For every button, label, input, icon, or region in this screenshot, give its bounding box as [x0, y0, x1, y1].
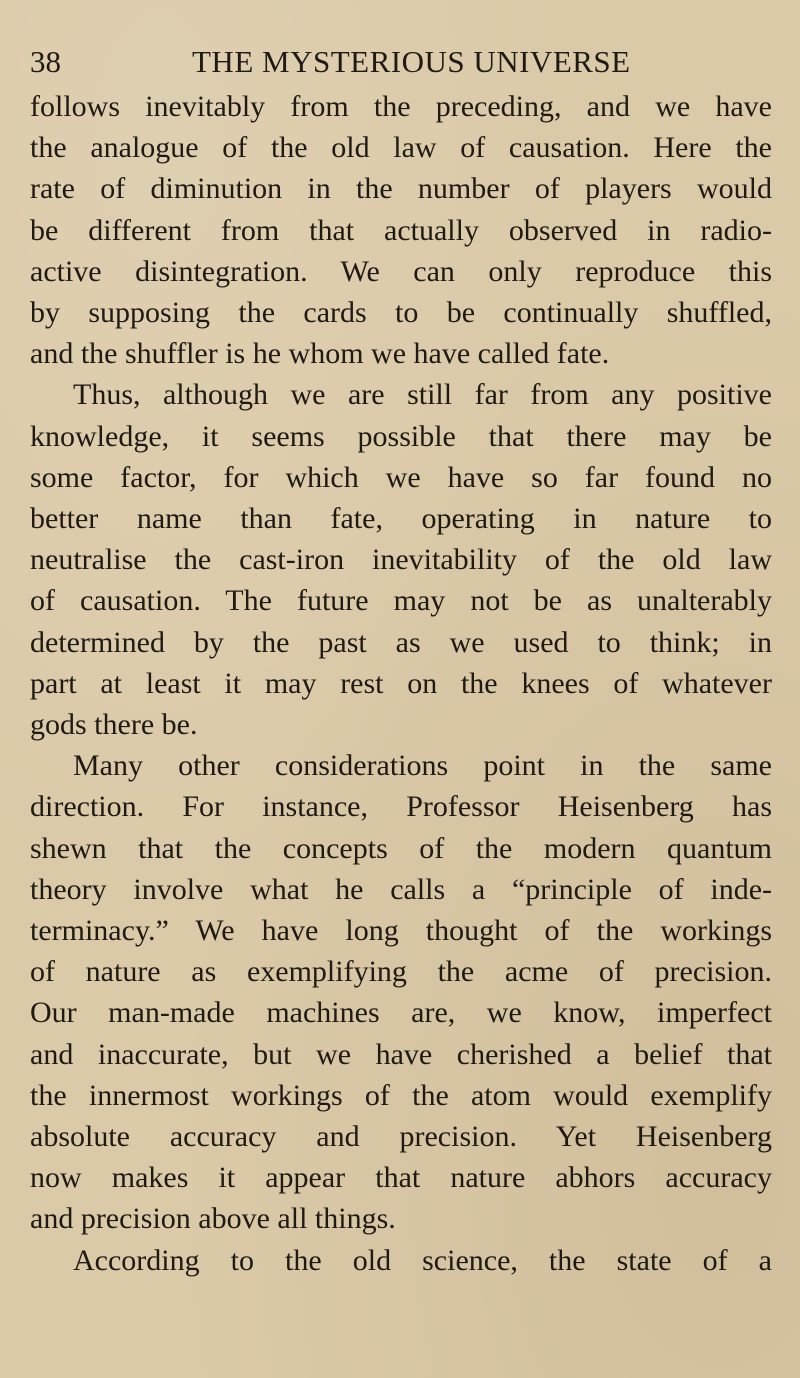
text-line: absolute accuracy and precision. Yet Heisenberg: [30, 1120, 772, 1154]
paragraph-start-line: Thus, although we are still far from any positive: [73, 378, 772, 412]
text-line: be different from that actually observed in radio-: [30, 213, 772, 247]
paragraph-start-line: According to the old science, the state of a: [73, 1243, 772, 1277]
text-line: the analogue of the old law of causation. Here the: [30, 131, 772, 165]
text-line: Our man-made machines are, we know, imperfect: [30, 996, 772, 1030]
text-line: gods there be.: [30, 708, 198, 742]
text-line: better name than fate, operating in nature to: [30, 502, 772, 536]
running-title: THE MYSTERIOUS UNIVERSE: [192, 44, 631, 79]
text-line: shewn that the concepts of the modern quantum: [30, 831, 772, 865]
text-line: the innermost workings of the atom would exemplify: [30, 1078, 772, 1112]
paragraph-start-line: Many other considerations point in the same: [73, 749, 772, 783]
text-line: and inaccurate, but we have cherished a belief that: [30, 1037, 772, 1071]
page-number: 38: [30, 44, 61, 79]
text-line: terminacy.” We have long thought of the workings: [30, 914, 772, 948]
text-line: neutralise the cast-iron inevitability of the old law: [30, 543, 772, 577]
text-line: rate of diminution in the number of players would: [30, 172, 772, 206]
text-line: theory involve what he calls a “principle of inde-: [30, 872, 772, 906]
text-line: active disintegration. We can only reproduce this: [30, 254, 772, 288]
text-line: part at least it may rest on the knees of whatever: [30, 666, 772, 700]
text-line: follows inevitably from the preceding, and we have: [30, 90, 772, 123]
text-line: and precision above all things.: [30, 1202, 396, 1236]
body-text: [30, 86, 772, 1281]
text-line: of causation. The future may not be as unalterably: [30, 584, 772, 618]
text-line: of nature as exemplifying the acme of precision.: [30, 955, 772, 989]
text-line: determined by the past as we used to think; in: [30, 625, 772, 659]
text-line: knowledge, it seems possible that there may be: [30, 419, 772, 453]
text-line: some factor, for which we have so far found no: [30, 460, 772, 494]
page-header: [30, 42, 772, 82]
text-line: direction. For instance, Professor Heisenberg has: [30, 790, 772, 824]
text-line: now makes it appear that nature abhors accuracy: [30, 1161, 772, 1195]
text-line: and the shuffler is he whom we have called fate.: [30, 337, 610, 371]
text-line: by supposing the cards to be continually shuffled,: [30, 296, 772, 330]
